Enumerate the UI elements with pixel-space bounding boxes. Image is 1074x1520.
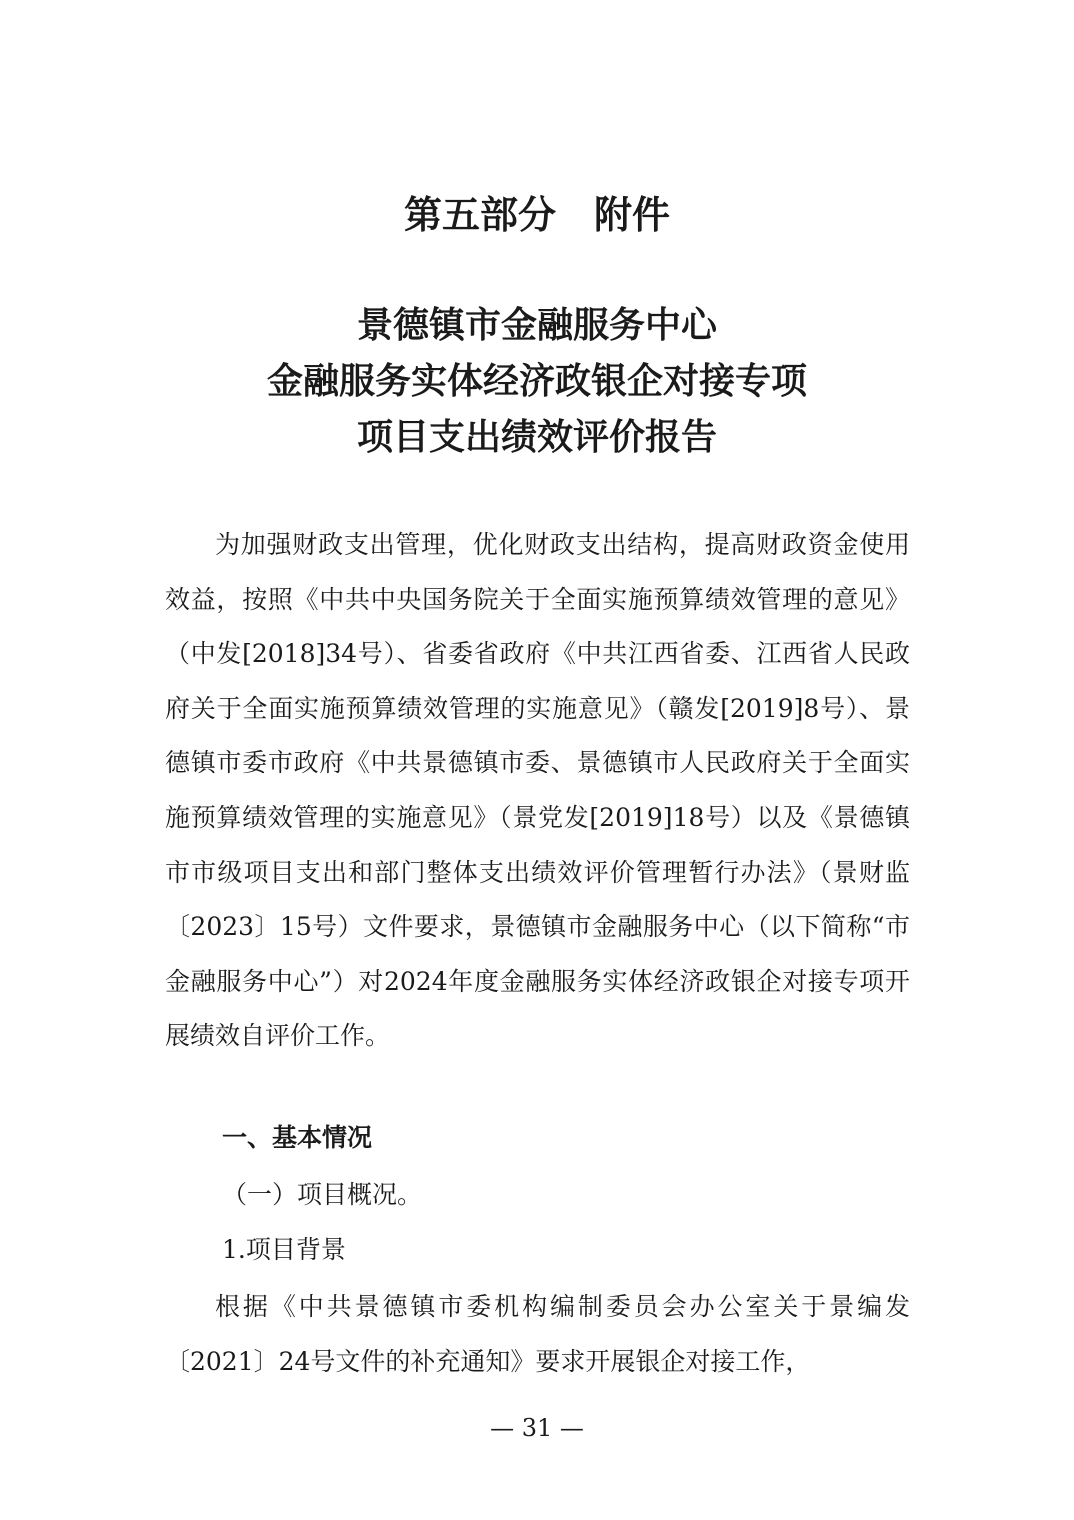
section-heading: 一、基本情况 <box>222 1123 373 1152</box>
basis-paragraph: 根据《中共景德镇市委机构编制委员会办公室关于景编发〔2021〕24号文件的补充通知》要求开展银企对接工作， <box>165 1292 910 1376</box>
page-number: — 31 — <box>490 1414 584 1442</box>
document-title-line-3: 项目支出绩效评价报告 <box>356 417 717 458</box>
subsection-heading: （一）项目概况。 <box>222 1180 423 1209</box>
document-title-line-1: 景德镇市金融服务中心 <box>356 305 717 346</box>
intro-paragraph: 为加强财政支出管理，优化财政支出结构，提高财政资金使用效益，按照《中共中央国务院关于全面实施预算绩效管理的意见》（中发[2018]34号）、省委省政府《中共江西省委、江西省人民政府关于全面实施预算绩效管理的实施意见》（赣发[2019]8号）、景德镇市委市政府《中共景德镇市委、景德镇市人民政府关于全面实施预算绩效管理的实施意见》（景党发[2019]18号）以及《景德镇市市级项目支出和部门整体支出绩效评价管理暂行办法》（景财监〔2023〕15号）文件要求，景德镇市金融服务中心（以下简称“市金融服务中心”）对2024年度金融服务实体经济政银企对接专项开展绩效自评价工作。 <box>165 530 910 1051</box>
item-heading: 1.项目背景 <box>222 1235 346 1264</box>
document-title-line-2: 金融服务实体经济政银企对接专项 <box>266 361 807 402</box>
part-title: 第五部分 附件 <box>403 193 670 237</box>
document-title <box>0 298 1074 466</box>
